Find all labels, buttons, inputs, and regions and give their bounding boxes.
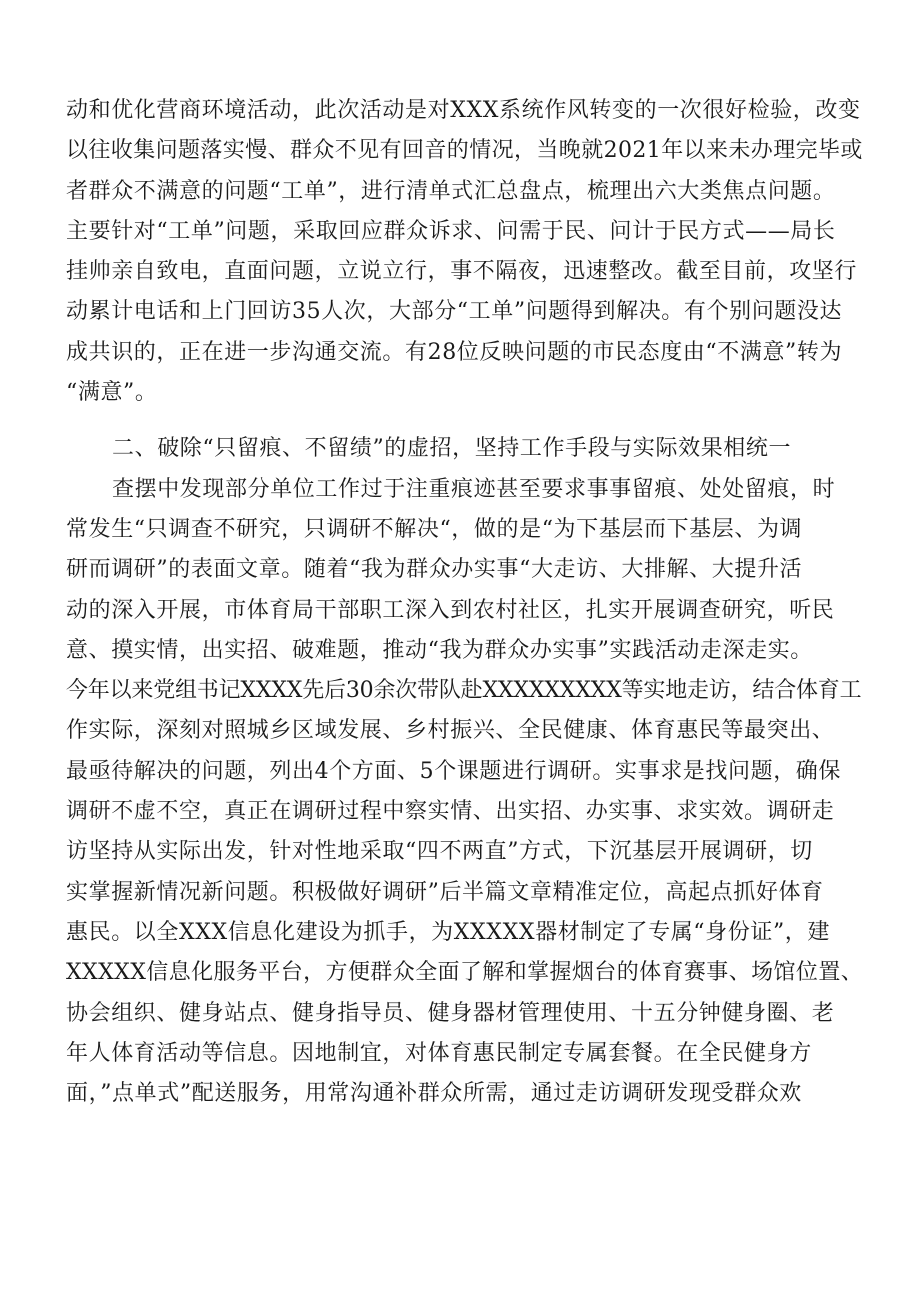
document-page [66, 91, 866, 1114]
paragraph-line: 年人体育活动等信息。因地制宜，对体育惠民制定专属套餐。在全民健身方 [66, 1040, 812, 1066]
paragraph-line: 协会组织、健身站点、健身指导员、健身器材管理使用、十五分钟健身圈、老 [66, 1000, 835, 1026]
paragraph-line: 惠民。以全XXX信息化建设为抓手，为XXXXX器材制定了专属“身份证”，建 [66, 919, 830, 945]
paragraph-line: “满意”。 [66, 380, 158, 406]
paragraph-line: 成共识的，正在进一步沟通交流。有28位反映问题的市民态度由“不满意”转为 [66, 339, 843, 365]
paragraph-line: XXXXX信息化服务平台，方便群众全面了解和掌握烟台的体育赛事、场馆位置、 [66, 960, 864, 986]
spacer [66, 413, 866, 429]
paragraph-line: 动累计电话和上门回访35人次，大部分“工单”问题得到解决。有个别问题没达 [66, 299, 843, 325]
paragraph-line: 最亟待解决的问题，列出4个方面、5个课题进行调研。实事求是找问题，确保 [66, 758, 841, 784]
paragraph-1 [66, 91, 866, 413]
paragraph-line: 今年以来党组书记XXXX先后30余次带队赴XXXXXXXXX等实地走访，结合体育工 [66, 678, 862, 704]
paragraph-line: 访坚持从实际出发，针对性地采取“四不两直”方式，下沉基层开展调研，切 [66, 839, 813, 865]
paragraph-line: 以往收集问题落实慢、群众不见有回音的情况，当晚就2021年以来未办理完毕或 [66, 138, 863, 164]
paragraph-line: 动的深入开展，市体育局干部职工深入到农村社区，扎实开展调查研究，听民 [66, 597, 835, 623]
section-heading: 二、破除“只留痕、不留绩”的虚招，坚持工作手段与实际效果相统一 [112, 436, 792, 462]
paragraph-line: 挂帅亲自致电，直面问题，立说立行，事不隔夜，迅速整改。截至目前，攻坚行 [66, 259, 858, 285]
paragraph-line: 调研不虚不空，真正在调研过程中察实情、出实招、办实事、求实效。调研走 [66, 799, 835, 825]
paragraph-line: 作实际，深刻对照城乡区域发展、乡村振兴、全民健康、体育惠民等最突出、 [66, 718, 835, 744]
paragraph-line: 主要针对“工单”问题，采取回应群众诉求、问需于民、问计于民方式——局长 [66, 218, 836, 244]
paragraph-line: 动和优化营商环境活动，此次活动是对XXX系统作风转变的一次很好检验，改变 [66, 98, 861, 123]
paragraph-line: 常发生“只调查不研究，只调研不解决“，做的是“为下基层而下基层、为调 [66, 516, 803, 542]
paragraph-2 [66, 470, 866, 1115]
paragraph-line: 者群众不满意的问题“工单”，进行清单式汇总盘点，梳理出六大类焦点问题。 [66, 178, 836, 204]
paragraph-line: 面，”点单式”配送服务，用常沟通补群众所需，通过走访调研发现受群众欢 [66, 1081, 802, 1107]
paragraph-line: 查摆中发现部分单位工作过于注重痕迹甚至要求事事留痕、处处留痕，时 [112, 476, 836, 502]
paragraph-line: 意、摸实情，出实招、破难题，推动“我为群众办实事”实践活动走深走实。 [66, 637, 813, 663]
paragraph-line: 实掌握新情况新问题。积极做好调研”后半篇文章精准定位，高起点抓好体育 [66, 879, 824, 905]
paragraph-line: 研而调研”的表面文章。随着“我为群众办实事“大走访、大排解、大提升活 [66, 557, 803, 583]
